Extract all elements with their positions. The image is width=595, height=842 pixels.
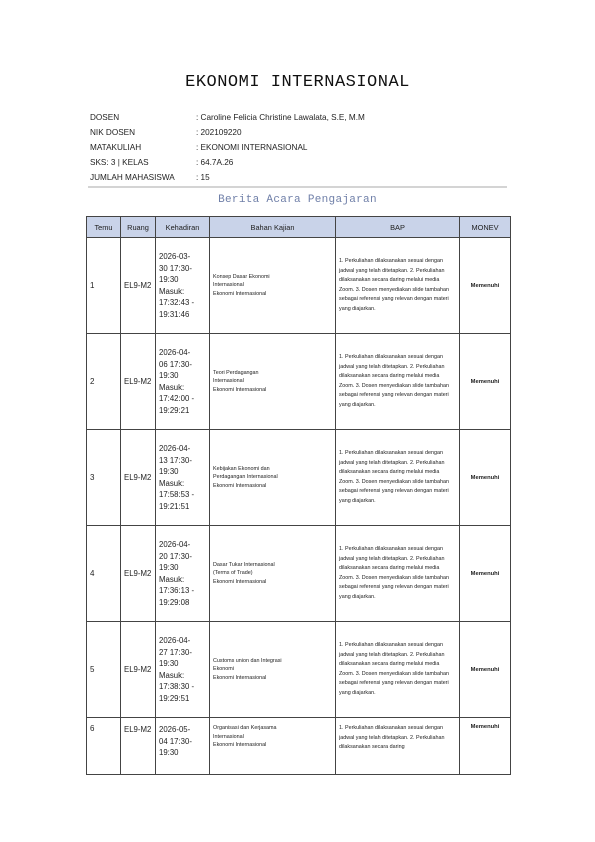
cell-kehadiran (156, 334, 210, 430)
kehadiran-line: 2026-04- (159, 348, 191, 357)
info-label: MATAKULIAH (90, 143, 142, 152)
cell-temu: 4 (87, 526, 121, 622)
kehadiran-line: 17:58:53 - (159, 490, 195, 499)
kajian-line: Perdagangan Internasional (213, 474, 278, 481)
cell-kehadiran (156, 622, 210, 718)
kehadiran-line: 30 17:30- (159, 263, 192, 273)
divider (88, 186, 507, 188)
cell-bahan-kajian (210, 334, 336, 430)
kehadiran-line: 19:29:51 (159, 693, 190, 703)
info-row-nik (90, 125, 365, 140)
bap-text: 1. Perkuliahan dilaksanakan sesuai dengan jadwal yang telah ditetapkan. 2. Perkuliahan dilaksanakan secara daring (339, 725, 445, 750)
section-title: Berita Acara Pengajaran (218, 194, 377, 206)
info-value: : 64.7A.26 (196, 158, 234, 167)
info-label: NIK DOSEN (90, 128, 136, 137)
cell-ruang: EL9-M2 (121, 622, 156, 718)
info-value: : Caroline Felicia Christine Lawalata, S.E, M.M (196, 113, 365, 122)
kehadiran-line: 2026-04- (159, 540, 191, 549)
kajian-line: Organisasi dan Kerjasama (213, 725, 277, 731)
kehadiran-line: 17:32:43 - (159, 298, 195, 307)
cell-monev: Memenuhi (460, 718, 511, 775)
table-row (87, 526, 511, 622)
cell-monev: Memenuhi (460, 430, 511, 526)
cell-bap: 1. Perkuliahan dilaksanakan sesuai dengan jadwal yang telah ditetapkan. 2. Perkuliahan dilaksanakan secara daring melalui media Zoom. 3. Dosen menyediakan slide tambahan sebagai referensi yang relevan dengan materi yang diajarkan. (336, 238, 460, 334)
cell-temu: 6 (87, 718, 121, 775)
kehadiran-line: Masuk: (159, 382, 185, 392)
header-bahan-kajian: Bahan Kajian (210, 217, 336, 238)
kehadiran-line: 2026-04- (159, 444, 191, 453)
kajian-line: Ekonomi Internasional (213, 742, 267, 748)
cell-bap: 1. Perkuliahan dilaksanakan sesuai dengan jadwal yang telah ditetapkan. 2. Perkuliahan dilaksanakan secara daring melalui media Zoom. 3. Dosen menyediakan slide tambahan sebagai referensi yang relevan dengan materi yang diajarkan. (336, 334, 460, 430)
kajian-line: Ekonomi Internasional (213, 674, 267, 681)
header-kehadiran: Kehadiran (156, 217, 210, 238)
cell-ruang: EL9-M2 (121, 718, 156, 775)
table-row (87, 238, 511, 334)
table-row (87, 430, 511, 526)
info-row-jumlah (90, 170, 365, 185)
cell-monev: Memenuhi (460, 622, 511, 718)
cell-bap: 1. Perkuliahan dilaksanakan sesuai dengan jadwal yang telah ditetapkan. 2. Perkuliahan dilaksanakan secara daring melalui media Zoom. 3. Dosen menyediakan slide tambahan sebagai referensi yang relevan dengan materi yang diajarkan. (336, 526, 460, 622)
bap-table (86, 216, 511, 775)
cell-bahan-kajian (210, 238, 336, 334)
kehadiran-line: 19:30 (159, 748, 179, 757)
header-bap: BAP (336, 217, 460, 238)
table-row (87, 622, 511, 718)
kajian-line: Internasional (213, 378, 244, 385)
cell-bahan-kajian (210, 430, 336, 526)
kajian-line: Ekonomi Internasional (213, 578, 267, 585)
document-title: EKONOMI INTERNASIONAL (185, 73, 410, 92)
kehadiran-line: 20 17:30- (159, 551, 192, 561)
cell-ruang: EL9-M2 (121, 238, 156, 334)
cell-bahan-kajian (210, 718, 336, 775)
course-info (90, 110, 365, 185)
kehadiran-line: 2026-03- (159, 252, 191, 261)
kehadiran-line: 19:31:46 (159, 309, 190, 319)
cell-ruang: EL9-M2 (121, 430, 156, 526)
kajian-line: Ekonomi Internasional (213, 290, 267, 297)
cell-bap (336, 718, 460, 775)
kajian-line: Ekonomi Internasional (213, 386, 267, 393)
table-row (87, 334, 511, 430)
kehadiran-line: 19:29:21 (159, 405, 190, 415)
table-row (87, 718, 511, 775)
info-label: SKS: 3 | KELAS (90, 158, 149, 167)
kehadiran-line: 04 17:30- (159, 736, 192, 746)
kehadiran-line: Masuk: (159, 478, 185, 488)
cell-kehadiran (156, 718, 210, 775)
header-ruang: Ruang (121, 217, 156, 238)
kajian-line: Kebijakan Ekonomi dan (213, 465, 270, 472)
kehadiran-line: Masuk: (159, 670, 185, 680)
info-value: : EKONOMI INTERNASIONAL (196, 143, 308, 152)
cell-monev: Memenuhi (460, 334, 511, 430)
cell-kehadiran (156, 238, 210, 334)
info-row-dosen (90, 110, 365, 125)
kehadiran-line: 13 17:30- (159, 455, 192, 465)
info-label: DOSEN (90, 113, 120, 122)
kehadiran-line: 06 17:30- (159, 359, 192, 369)
info-row-matakuliah (90, 140, 365, 155)
kehadiran-line: 17:36:13 - (159, 586, 195, 595)
cell-ruang: EL9-M2 (121, 526, 156, 622)
info-value: : 15 (196, 173, 210, 182)
cell-temu: 5 (87, 622, 121, 718)
kajian-line: Internasional (213, 733, 244, 740)
kehadiran-line: Masuk: (159, 574, 185, 584)
kajian-line: Dasar Tukar Internasional (213, 561, 275, 568)
kajian-line: Ekonomi (213, 666, 234, 673)
kajian-line: Customs union dan Integrasi (213, 657, 282, 664)
kajian-line: (Terms of Trade) (213, 570, 253, 577)
cell-monev: Memenuhi (460, 526, 511, 622)
kehadiran-line: 19:21:51 (159, 501, 190, 511)
kajian-line: Internasional (213, 282, 244, 289)
kehadiran-line: 2026-05- (159, 725, 191, 734)
kehadiran-line: 19:30 (159, 371, 179, 380)
info-label: JUMLAH MAHASISWA (90, 173, 175, 182)
info-row-sks (90, 155, 365, 170)
kehadiran-line: 27 17:30- (159, 647, 192, 657)
kehadiran-line: 17:42:00 - (159, 394, 195, 403)
cell-bap: 1. Perkuliahan dilaksanakan sesuai dengan jadwal yang telah ditetapkan. 2. Perkuliahan dilaksanakan secara daring melalui media Zoom. 3. Dosen menyediakan slide tambahan sebagai referensi yang relevan dengan materi yang diajarkan. (336, 622, 460, 718)
cell-kehadiran (156, 430, 210, 526)
kajian-line: Konsep Dasar Ekonomi (213, 273, 270, 280)
cell-monev: Memenuhi (460, 238, 511, 334)
kehadiran-line: 19:30 (159, 563, 179, 572)
cell-ruang: EL9-M2 (121, 334, 156, 430)
cell-temu: 2 (87, 334, 121, 430)
cell-bap: 1. Perkuliahan dilaksanakan sesuai dengan jadwal yang telah ditetapkan. 2. Perkuliahan dilaksanakan secara daring melalui media Zoom. 3. Dosen menyediakan slide tambahan sebagai referensi yang relevan dengan materi yang diajarkan. (336, 430, 460, 526)
cell-kehadiran (156, 526, 210, 622)
kehadiran-line: 19:29:08 (159, 597, 190, 607)
kehadiran-line: 19:30 (159, 275, 179, 284)
kehadiran-line: 17:38:30 - (159, 682, 195, 691)
kehadiran-line: 19:30 (159, 659, 179, 668)
cell-bahan-kajian (210, 622, 336, 718)
header-temu: Temu (87, 217, 121, 238)
header-monev: MONEV (460, 217, 511, 238)
kajian-line: Teori Perdagangan (213, 369, 259, 376)
kehadiran-line: Masuk: (159, 286, 185, 296)
kajian-line: Ekonomi Internasional (213, 482, 267, 489)
cell-temu: 3 (87, 430, 121, 526)
info-value: : 202109220 (196, 128, 242, 137)
kehadiran-line: 2026-04- (159, 636, 191, 645)
kehadiran-line: 19:30 (159, 467, 179, 476)
table-header-row (87, 217, 511, 238)
cell-temu: 1 (87, 238, 121, 334)
cell-bahan-kajian (210, 526, 336, 622)
